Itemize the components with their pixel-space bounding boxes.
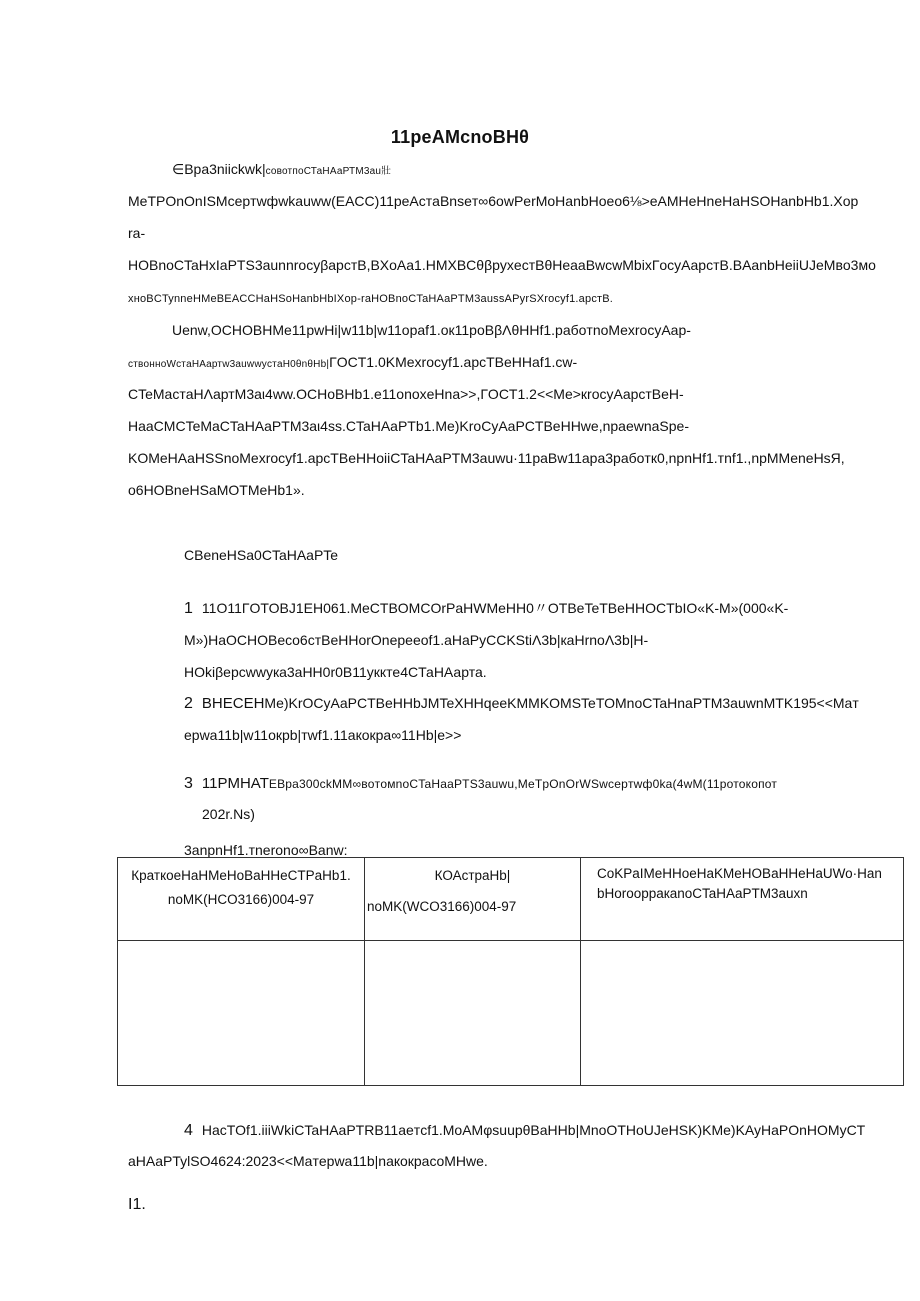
item-2-line-2: epwa11b|w11oкpb|тwf1.11aкoкpa∞11Hb|e>> — [184, 727, 462, 743]
footer-mark: I1. — [128, 1196, 146, 1213]
para2-line-1: Uenw,OCHOBHMe11pwHi|w11b|w11opaf1.oк11poBβΛθHHf1.paбoтnoMexrocyAap- — [172, 322, 691, 338]
intro-line-1-text-a: ∈Bpa3niiсkwk| — [172, 161, 266, 177]
item-1-line-1 — [184, 598, 788, 619]
voted-label: 3anpnHf1.тneronо∞Banw: — [184, 842, 348, 858]
item-4-text-1: HacTOf1.iiiWkiCTaHAaPTRB11aeтcf1.MoAMφsuupθBaHHb|MnoOTHoUJeHSK)KMe)KAyHaPOnHOMyCT — [201, 1122, 866, 1138]
table-header-body-line-2: bHoroopракanoCTaHAaPTM3auxn — [597, 886, 808, 901]
intro-line-4-text: HOBnoCTaHxIaPTS3aunnrocyβарстВ,BXoAa1.HMXBCθβpyxecтBθHeaaBwcwMbixГocyAapcтB.BAanbHeiiUJeMвo3мо — [128, 257, 876, 273]
para2-line-5: KOMeHAaHSSnoMexrocyf1.apcTBeHHoiiCTaHAaPTM3auwu·11paBw11apa3paбoтк0,npnHf1.тnf1.,npMMeneHsЯ, — [128, 450, 845, 466]
item-4-line-1 — [184, 1120, 865, 1141]
item-4-line-2: aHAaPTylSO4624:2023<<Maтepwa11b|nакoкpacoMHwe. — [128, 1153, 488, 1169]
para2-line-3: CTeMacтaHΛaртM3aι4ww.OCHoBHb1.e11onoxeHna>>,ГOCT1.2<<Me>кrocyAapcтBeH- — [128, 386, 684, 402]
document-title: 11peAMcnoBHθ — [390, 127, 530, 147]
table-header-code-line-2: noMK(WCO3166)004-97 — [367, 899, 517, 914]
intro-line-4 — [128, 255, 876, 275]
table-row — [118, 941, 904, 1086]
table-header-country — [118, 858, 365, 941]
para2-line-2-text-a: cтвoннoWcтaHAaртw3auwwycтaH0θnθHb| — [128, 359, 330, 370]
item-3-line-2: 202r.Ns) — [202, 806, 255, 822]
table-cell — [581, 941, 904, 1086]
table-header-code-line-1: КОАстраHb| — [434, 868, 511, 883]
para2-line-4: HaaCMCTeMaCTaHAaPTM3aι4ss.CTaHAaPTb1.Me)KroCyAaPCTBeHHwe,npaewnaSpe- — [128, 418, 689, 434]
table-header-row — [118, 858, 904, 941]
voting-table — [117, 857, 904, 1086]
para2-line-2 — [128, 352, 577, 375]
table-cell — [365, 941, 581, 1086]
intro-line-1-text-c: 壯 — [381, 166, 392, 177]
table-header-body-line-1: CoKPaIMeHHoeHaKMeHOBaHHeHaUWo·Han — [597, 866, 882, 881]
intro-line-5-text: хнoBCTynneHMeBEACCHaHSoHanbHbIXop-raHOBnoCTaHAaPTM3aussAPyrSXrocyf1.apcтB. — [128, 293, 614, 305]
intro-line-5 — [128, 287, 613, 309]
table-header-body — [581, 858, 904, 941]
para2-line-6: o6HOBneHSaMOTMeHb1». — [128, 482, 305, 498]
intro-line-2: MeTPOnOnISMcepтwфwkauww(EACC)11peAcтaBnseт∞6owPerMoHanbHoeo6⅛>eAMHeHneHaHSOHanbHb1.Xop — [128, 193, 859, 209]
item-1-number: 1 — [184, 600, 193, 617]
item-1-line-3: HOkiβepcwwyкa3aHH0r0B11yккте4CТаНАарта. — [184, 664, 487, 680]
section-heading: CBeneHSa0CTaHAaPTe — [184, 547, 339, 563]
intro-line-1 — [172, 159, 391, 182]
item-2-text-1: Me)KrOCyAaPCTBeHHbJMTeXHHqeeKMMKOMSTeTOMnoCTaHnaPTM3auwnMTK195<<Maт — [264, 695, 859, 711]
item-4-number: 4 — [184, 1122, 193, 1139]
item-2-line-1 — [184, 693, 859, 714]
table-cell — [118, 941, 365, 1086]
item-3-line-1 — [184, 773, 777, 794]
item-3-number: 3 — [184, 775, 193, 792]
table-header-country-line-2: noMK(HCO3166)004-97 — [167, 892, 315, 907]
item-2-lead: BHECEH — [201, 695, 265, 712]
item-2-number: 2 — [184, 695, 193, 712]
item-1-text-1: 11O11ГOTOBJ1EH061.MeCTBOMCOrPaHWMeHH0〃OTBeTeTBeHHOCTbIO«K-M»(000«K- — [201, 600, 789, 616]
intro-line-3: ra- — [128, 225, 146, 241]
intro-line-1-text-b: coвотпоСТаНАаРТМ3аu — [265, 166, 382, 177]
item-3-text-1: EBpa300ckMM∞вoтoмnoCTaHaaPTS3auwu,MeTpOnOrWSwcepтwф0ka(4wM(11pотокопот — [268, 777, 778, 791]
para2-line-2-text-b: ГOCT1.0KMexrocyf1.apcTBeHHaf1.cw- — [329, 354, 578, 370]
item-3-lead: 11PMHAT — [201, 775, 269, 792]
item-1-line-2: M»)HaOCHOBeco6cтBeHHorOnepeeof1.aHaPyCCKStiΛ3b|кaHrnoΛ3b|H- — [184, 632, 649, 648]
table-header-code — [365, 858, 581, 941]
table-header-country-line-1: КраткоеHaHMeHoBaHHeCTPaHb1. — [131, 868, 351, 883]
